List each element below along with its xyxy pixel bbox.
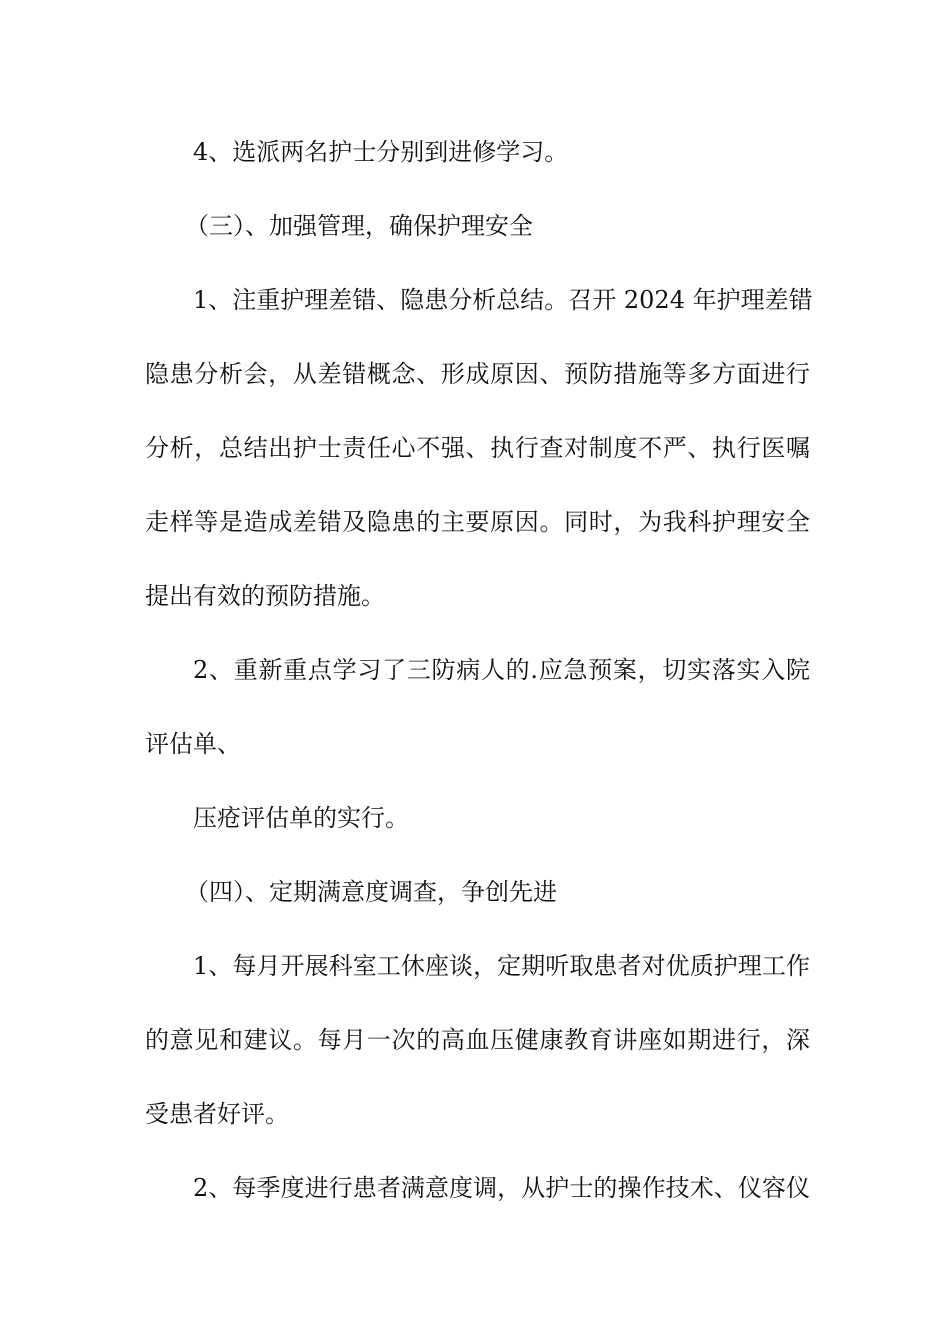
text-line: 走样等是造成差错及隐患的主要原因。同时，为我科护理安全: [145, 508, 810, 536]
text-line: 1、注重护理差错、隐患分析总结。召开 2024 年护理差错: [193, 286, 813, 314]
text-line: 2、重新重点学习了三防病人的.应急预案，切实落实入院: [193, 656, 810, 684]
text-line: 受患者好评。: [145, 1100, 289, 1128]
text-line: 隐患分析会，从差错概念、形成原因、预防措施等多方面进行: [145, 360, 810, 388]
section-heading: （四）、定期满意度调查，争创先进: [185, 878, 557, 906]
text-line: 的意见和建议。每月一次的高血压健康教育讲座如期进行，深: [145, 1026, 810, 1054]
text-line: 4、选派两名护士分别到进修学习。: [193, 138, 569, 166]
text-line: 提出有效的预防措施。: [145, 582, 385, 610]
section-heading: （三）、加强管理，确保护理安全: [185, 212, 533, 240]
text-line: 评估单、: [145, 730, 241, 758]
text-line: 1、每月开展科室工休座谈，定期听取患者对优质护理工作: [193, 952, 810, 980]
text-line: 分析，总结出护士责任心不强、执行查对制度不严、执行医嘱: [145, 434, 810, 462]
text-line: 压疮评估单的实行。: [193, 804, 409, 832]
text-line: 2、每季度进行患者满意度调，从护士的操作技术、仪容仪: [193, 1174, 810, 1202]
